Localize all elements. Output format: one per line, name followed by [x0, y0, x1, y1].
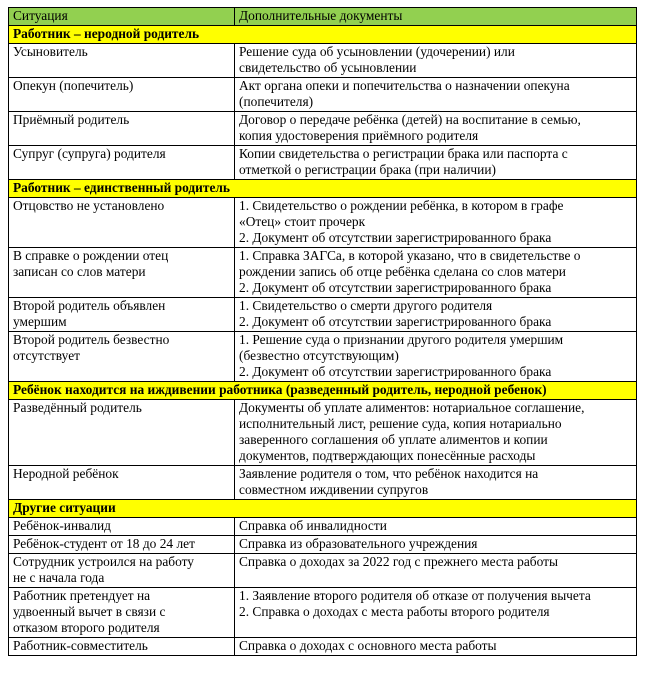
table-body [9, 26, 637, 656]
documents-text-line: 2. Документ об отсутствии зарегистрированного брака [239, 230, 552, 245]
situation-text-line: Работник претендует на [13, 588, 151, 603]
documents-text-line: исполнительный лист, решение суда, копия нотариально [239, 416, 562, 431]
table-header-row [9, 8, 637, 26]
situation-text-line: записан со слов матери [13, 264, 146, 279]
header-situation: Ситуация [9, 8, 235, 26]
documents-text-line: Решение суда об усыновлении (удочерении) или [239, 44, 515, 59]
documents-text-line: документов, подтверждающих понесённые расходы [239, 448, 536, 463]
documents-text-line: Справка об инвалидности [239, 518, 387, 533]
situation-text-line: Приёмный родитель [13, 112, 130, 127]
situation-cell [9, 298, 235, 332]
table-row [9, 332, 637, 382]
documents-text-line: 2. Документ об отсутствии зарегистрированного брака [239, 364, 552, 379]
situation-cell [9, 466, 235, 500]
table-row [9, 146, 637, 180]
situation-text-line: Опекун (попечитель) [13, 78, 134, 93]
situation-cell [9, 112, 235, 146]
documents-cell [235, 44, 637, 78]
section-header-row [9, 180, 637, 198]
situation-text-line: Ребёнок-инвалид [13, 518, 111, 533]
documents-text-line: 1. Свидетельство о рождении ребёнка, в котором в графе [239, 198, 564, 213]
situation-cell [9, 588, 235, 638]
table-row [9, 518, 637, 536]
documents-cell [235, 400, 637, 466]
situation-cell [9, 198, 235, 248]
section-title: Ребёнок находится на иждивении работника (разведенный родитель, неродной ребенок) [9, 382, 637, 400]
documents-text-line: 2. Документ об отсутствии зарегистрированного брака [239, 280, 552, 295]
table-row [9, 78, 637, 112]
table-row [9, 112, 637, 146]
documents-cell [235, 638, 637, 656]
situation-text-line: удвоенный вычет в связи с [13, 604, 166, 619]
situation-cell [9, 146, 235, 180]
situation-text-line: отсутствует [13, 348, 80, 363]
situation-text-line: Неродной ребёнок [13, 466, 119, 481]
documents-text-line: Акт органа опеки и попечительства о назначении опекуна [239, 78, 570, 93]
situation-text-line: не с начала года [13, 570, 105, 585]
situation-text-line: Супруг (супруга) родителя [13, 146, 166, 161]
table-row [9, 198, 637, 248]
situation-cell [9, 44, 235, 78]
situation-text-line: Работник-совместитель [13, 638, 148, 653]
situation-cell [9, 536, 235, 554]
situation-text-line: Ребёнок-студент от 18 до 24 лет [13, 536, 195, 551]
documents-cell [235, 466, 637, 500]
section-title: Работник – единственный родитель [9, 180, 637, 198]
documents-text-line: заверенного соглашения об уплате алиментов и копии [239, 432, 548, 447]
situation-text-line: Усыновитель [13, 44, 88, 59]
section-title: Работник – неродной родитель [9, 26, 637, 44]
table-row [9, 248, 637, 298]
situation-cell [9, 400, 235, 466]
documents-text-line: (безвестно отсутствующим) [239, 348, 399, 363]
documents-text-line: Заявление родителя о том, что ребёнок находится на [239, 466, 539, 481]
documents-cell [235, 78, 637, 112]
situation-cell [9, 248, 235, 298]
documents-text-line: отметкой о регистрации брака (при наличии) [239, 162, 496, 177]
documents-text-line: свидетельство об усыновлении [239, 60, 417, 75]
documents-text-line: 1. Решение суда о признании другого родителя умершим [239, 332, 564, 347]
documents-text-line: копия удостоверения приёмного родителя [239, 128, 479, 143]
situation-cell [9, 78, 235, 112]
documents-cell [235, 198, 637, 248]
situation-text-line: умершим [13, 314, 67, 329]
documents-text-line: Договор о передаче ребёнка (детей) на воспитание в семью, [239, 112, 581, 127]
table-row [9, 638, 637, 656]
documents-text-line: 1. Справка ЗАГСа, в которой указано, что в свидетельстве о [239, 248, 581, 263]
documents-text-line: Копии свидетельства о регистрации брака или паспорта с [239, 146, 568, 161]
documents-text-line: 2. Документ об отсутствии зарегистрированного брака [239, 314, 552, 329]
documents-text-line: Справка о доходах с основного места работы [239, 638, 497, 653]
documents-text-line: (попечителя) [239, 94, 314, 109]
table-row [9, 400, 637, 466]
documents-cell [235, 536, 637, 554]
situation-cell [9, 332, 235, 382]
section-header-row [9, 500, 637, 518]
documents-text-line: Документы об уплате алиментов: нотариальное соглашение, [239, 400, 585, 415]
situation-cell [9, 518, 235, 536]
table-row [9, 466, 637, 500]
situation-text-line: Отцовство не установлено [13, 198, 165, 213]
documents-cell [235, 146, 637, 180]
documents-text-line: 2. Справка о доходах с места работы второго родителя [239, 604, 550, 619]
documents-table [8, 7, 637, 656]
table-row [9, 536, 637, 554]
documents-text-line: Справка из образовательного учреждения [239, 536, 478, 551]
documents-cell [235, 554, 637, 588]
situation-text-line: В справке о рождении отец [13, 248, 169, 263]
documents-text-line: 1. Заявление второго родителя об отказе от получения вычета [239, 588, 591, 603]
documents-text-line: совместном иждивении супругов [239, 482, 429, 497]
situation-cell [9, 554, 235, 588]
situation-text-line: Разведённый родитель [13, 400, 142, 415]
section-header-row [9, 26, 637, 44]
documents-cell [235, 112, 637, 146]
table-row [9, 298, 637, 332]
documents-cell [235, 248, 637, 298]
situation-text-line: Второй родитель объявлен [13, 298, 166, 313]
table-row [9, 588, 637, 638]
header-documents: Дополнительные документы [235, 8, 637, 26]
table-row [9, 44, 637, 78]
situation-text-line: Второй родитель безвестно [13, 332, 170, 347]
documents-text-line: «Отец» стоит прочерк [239, 214, 366, 229]
documents-cell [235, 298, 637, 332]
documents-cell [235, 588, 637, 638]
section-title: Другие ситуации [9, 500, 637, 518]
situation-cell [9, 638, 235, 656]
section-header-row [9, 382, 637, 400]
situation-text-line: Сотрудник устроился на работу [13, 554, 194, 569]
documents-text-line: Справка о доходах за 2022 год с прежнего места работы [239, 554, 558, 569]
documents-text-line: 1. Свидетельство о смерти другого родителя [239, 298, 493, 313]
documents-cell [235, 332, 637, 382]
table-row [9, 554, 637, 588]
situation-text-line: отказом второго родителя [13, 620, 160, 635]
documents-cell [235, 518, 637, 536]
documents-text-line: рождении запись об отце ребёнка сделана со слов матери [239, 264, 566, 279]
